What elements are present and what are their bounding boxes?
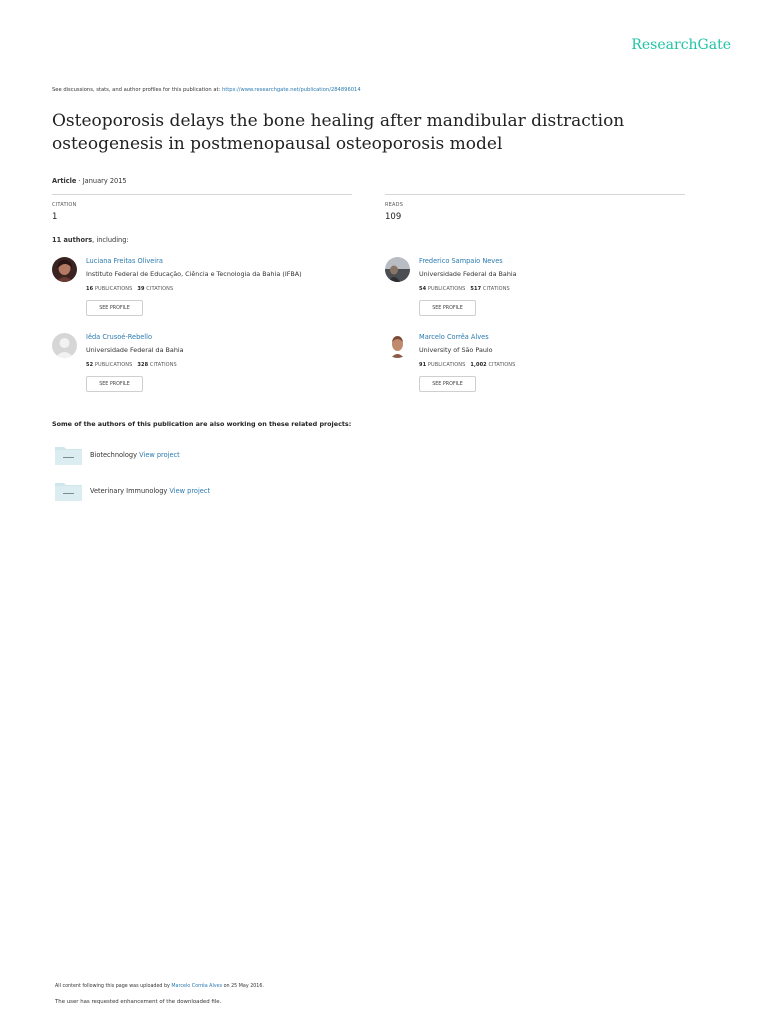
citations-count: 328 (137, 362, 149, 368)
avatar[interactable] (385, 257, 410, 282)
citation-value: 1 (52, 212, 58, 222)
view-project-link[interactable]: View project (169, 487, 211, 495)
citations-label: CITATIONS (146, 286, 174, 292)
publication-meta (52, 177, 127, 185)
author-institution: Universidade Federal da Bahia (86, 346, 184, 354)
authors-count: 11 authors (52, 236, 93, 244)
see-profile-button[interactable]: SEE PROFILE (86, 376, 143, 392)
citation-label: CITATION (52, 202, 77, 208)
citations-label: CITATIONS (149, 362, 177, 368)
author-name-link[interactable]: Luciana Freitas Oliveira (86, 257, 163, 265)
authors-heading-rest: , including: (92, 236, 129, 244)
author-institution: University of São Paulo (419, 346, 493, 354)
author-name-link[interactable]: Iêda Crusoé-Rebello (86, 333, 153, 341)
authors-heading (52, 236, 129, 244)
project-text (90, 487, 210, 495)
author-stats (419, 362, 515, 368)
avatar[interactable] (52, 333, 77, 358)
enhancement-notice: The user has requested enhancement of the downloaded file. (55, 999, 222, 1005)
folder-icon (55, 481, 82, 501)
citations-count: 1,002 (470, 362, 487, 368)
citations-label: CITATIONS (488, 362, 516, 368)
citations-count: 517 (470, 286, 482, 292)
author-stats (86, 286, 173, 292)
author-stats (419, 286, 510, 292)
author-institution: Universidade Federal da Bahia (419, 270, 517, 278)
projects-heading: Some of the authors of this publication are also working on these related projects: (52, 420, 352, 428)
project-name: Biotechnology (90, 451, 138, 459)
publications-count: 52 (86, 362, 94, 368)
publications-label: PUBLICATIONS (427, 286, 466, 292)
citations-count: 39 (137, 286, 145, 292)
reads-label: READS (385, 202, 404, 208)
avatar[interactable] (52, 257, 77, 282)
uploader-link[interactable]: Marcelo Corrêa Alves (171, 984, 223, 989)
disclaimer-text: See discussions, stats, and author profiles for this publication at: (52, 87, 221, 93)
upload-suffix: on 25 May 2016. (223, 984, 264, 989)
see-profile-button[interactable]: SEE PROFILE (86, 300, 143, 316)
author-stats (86, 362, 177, 368)
view-project-link[interactable]: View project (139, 451, 180, 459)
upload-prefix: All content following this page was uploaded by (55, 984, 170, 989)
publications-label: PUBLICATIONS (427, 362, 466, 368)
see-profile-button[interactable]: SEE PROFILE (419, 300, 476, 316)
publication-date: · January 2015 (78, 177, 127, 185)
publications-count: 91 (419, 362, 427, 368)
reads-stat (385, 194, 685, 222)
author-name-link[interactable]: Marcelo Corrêa Alves (419, 333, 489, 341)
publications-count: 54 (419, 286, 427, 292)
publications-label: PUBLICATIONS (94, 362, 133, 368)
publication-type: Article (52, 177, 77, 185)
see-profile-button[interactable]: SEE PROFILE (419, 376, 476, 392)
reads-value: 109 (385, 212, 402, 222)
folder-icon (55, 445, 82, 465)
publications-count: 16 (86, 286, 94, 292)
citation-stat (52, 194, 352, 222)
author-institution: Instituto Federal de Educação, Ciência e Tecnologia da Bahia (IFBA) (86, 270, 302, 278)
disclaimer (52, 87, 361, 93)
publication-url-link[interactable]: https://www.researchgate.net/publication/284896014 (221, 87, 361, 93)
upload-note (55, 984, 264, 989)
citations-label: CITATIONS (482, 286, 510, 292)
project-name: Veterinary Immunology (90, 487, 168, 495)
researchgate-logo[interactable]: ResearchGate (631, 37, 731, 53)
project-text (90, 451, 180, 459)
author-name-link[interactable]: Frederico Sampaio Neves (419, 257, 503, 265)
avatar[interactable] (385, 333, 410, 358)
publication-title: Osteoporosis delays the bone healing after mandibular distraction osteogenesis in postmenopausal osteoporosis model (52, 111, 625, 154)
publications-label: PUBLICATIONS (94, 286, 133, 292)
